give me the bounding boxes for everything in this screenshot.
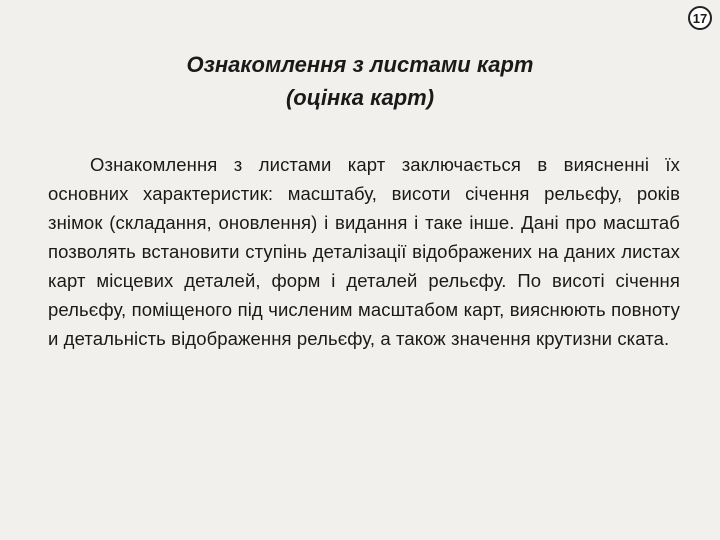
- body-paragraph: Ознакомлення з листами карт заключається в виясненні їх основних характеристик: масштабу, висоти січення рельєфу, років знімок (складання, оновлення) і видання і таке інше. Дані про масштаб позволять встановити ступінь деталізації відображених на даних листах карт місцевих деталей, форм і деталей рельєфу. По висоті січення рельєфу, поміщеного під численим масштабом карт, вияснюють повноту и детальність відображення рельєфу, а також значення крутизни ската.: [48, 154, 680, 349]
- slide-title: [0, 48, 720, 114]
- page-number-badge: [688, 6, 712, 30]
- page-number: 17: [692, 10, 708, 26]
- slide-title-line-2: (оцінка карт): [285, 85, 435, 110]
- slide-title-line-1: Ознакомлення з листами карт: [186, 52, 534, 77]
